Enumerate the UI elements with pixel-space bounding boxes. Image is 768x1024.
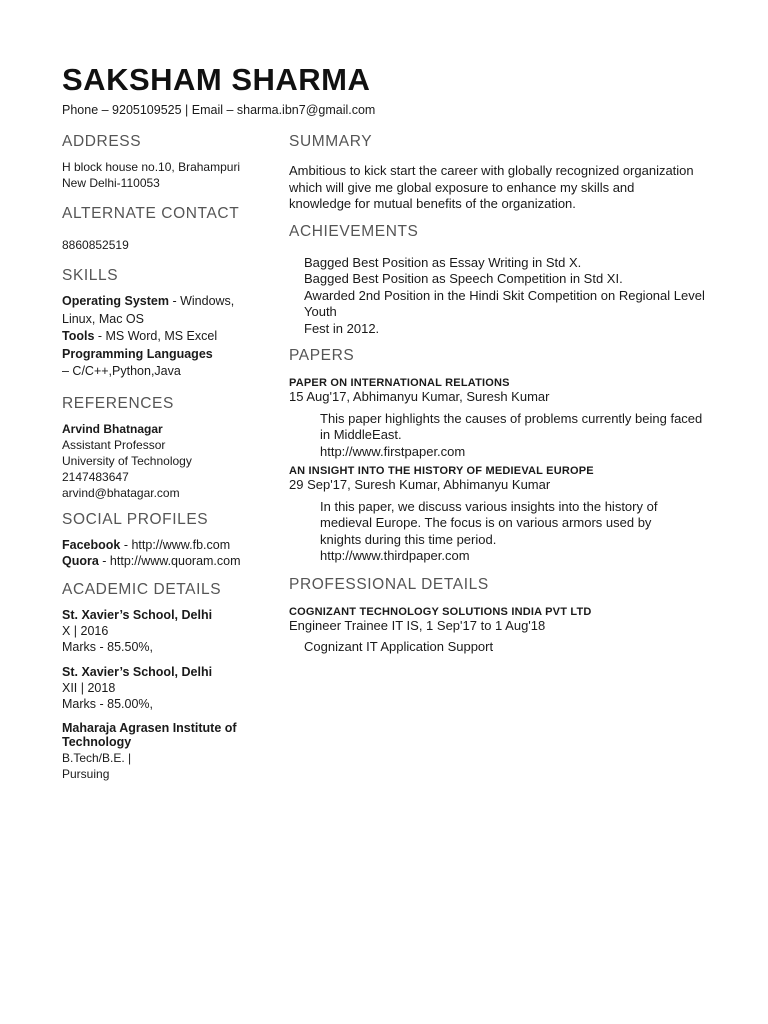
achievement-item: Fest in 2012. <box>304 320 380 336</box>
social-text <box>62 537 267 569</box>
academic-item <box>62 721 267 782</box>
quora-label: Quora <box>62 553 99 568</box>
os-value: - Windows, Linux, Mac OS <box>62 294 235 326</box>
professional-section <box>289 576 719 656</box>
quora-value: - http://www.quoram.com <box>98 553 241 568</box>
achievement-item: Awarded 2nd Position in the Hindi Skit Competition on Regional Level Youth <box>304 287 705 319</box>
skills-heading: SKILLS <box>62 267 119 284</box>
academic-section <box>62 581 267 782</box>
paper-meta: 15 Aug'17, Abhimanyu Kumar, Suresh Kumar <box>289 389 550 404</box>
achievement-item: Bagged Best Position as Essay Writing in Std X. <box>304 254 582 270</box>
academic-school: St. Xavier’s School, Delhi <box>62 664 213 679</box>
social-heading: SOCIAL PROFILES <box>62 510 209 528</box>
alternate-phone: 8860852519 <box>62 238 129 252</box>
summary-section <box>289 133 719 213</box>
paper-meta: 29 Sep'17, Suresh Kumar, Abhimanyu Kumar <box>289 477 551 492</box>
job-desc: Cognizant IT Application Support <box>304 639 494 654</box>
academic-line-1: XII | 2018 <box>62 680 116 695</box>
paper-title: PAPER ON INTERNATIONAL RELATIONS <box>289 377 510 389</box>
tools-value: - MS Word, MS Excel <box>94 329 218 343</box>
achievements-list <box>289 255 719 338</box>
paper-url: http://www.thirdpaper.com <box>320 548 470 563</box>
facebook-value: - http://www.fb.com <box>120 537 231 552</box>
summary-heading: SUMMARY <box>289 133 373 150</box>
right-column <box>289 133 719 656</box>
academic-school: St. Xavier’s School, Delhi <box>62 607 213 622</box>
papers-heading: PAPERS <box>289 347 355 364</box>
reference-entry <box>62 421 267 501</box>
skills-text <box>62 293 267 381</box>
prog-value: – C/C++,Python,Java <box>62 364 181 378</box>
references-section <box>62 395 267 501</box>
prog-label: Programming Languages <box>62 346 213 361</box>
academic-line-2: Marks - 85.50%, <box>62 639 154 654</box>
reference-email: arvind@bhatagar.com <box>62 485 180 500</box>
paper-desc: In this paper, we discuss various insights into the history of medieval Europe. The focus is on various armors used by knights during this time period. <box>320 498 658 547</box>
achievements-heading: ACHIEVEMENTS <box>289 222 419 240</box>
achievement-item: Bagged Best Position as Speech Competition in Std XI. <box>304 271 623 286</box>
achievements-section <box>289 223 719 338</box>
alternate-contact-section <box>62 205 267 253</box>
academic-line-1: X | 2016 <box>62 623 109 638</box>
job-role: Engineer Trainee IT IS, 1 Sep'17 to 1 Aug'18 <box>289 617 546 633</box>
academic-item <box>62 664 267 712</box>
professional-heading: PROFESSIONAL DETAILS <box>289 575 489 593</box>
paper-title: AN INSIGHT INTO THE HISTORY OF MEDIEVAL EUROPE <box>289 465 594 477</box>
candidate-name: SAKSHAM SHARMA <box>62 62 371 97</box>
reference-role: Assistant Professor <box>62 437 166 452</box>
academic-item <box>62 607 267 655</box>
left-column <box>62 133 267 782</box>
social-section <box>62 511 267 569</box>
paper-desc: This paper highlights the causes of problems currently being faced in MiddleEast. <box>320 410 703 442</box>
address-text <box>62 159 267 191</box>
os-label: Operating System <box>62 294 169 308</box>
paper-item <box>289 377 719 460</box>
skills-section <box>62 267 267 381</box>
tools-label: Tools <box>62 329 95 343</box>
references-heading: REFERENCES <box>62 394 174 412</box>
academic-heading: ACADEMIC DETAILS <box>62 580 222 598</box>
academic-school: Maharaja Agrasen Institute of Technology <box>62 720 237 749</box>
academic-line-1: B.Tech/B.E. | <box>62 750 132 765</box>
paper-item <box>289 465 719 565</box>
address-heading: ADDRESS <box>62 133 142 150</box>
academic-line-2: Marks - 85.00%, <box>62 696 154 711</box>
address-line-1: H block house no.10, Brahampuri <box>62 160 241 174</box>
address-section <box>62 133 267 191</box>
reference-org: University of Technology <box>62 453 192 468</box>
contact-line: Phone – 9205109525 | Email – sharma.ibn7@gmail.com <box>62 103 376 117</box>
company-name: COGNIZANT TECHNOLOGY SOLUTIONS INDIA PVT LTD <box>289 605 592 618</box>
summary-text: Ambitious to kick start the career with globally recognized organization which will give me global exposure to enhance my skills and knowledge for mutual benefits of the organization. <box>289 163 694 211</box>
facebook-label: Facebook <box>62 537 121 552</box>
academic-line-2: Pursuing <box>62 766 110 781</box>
address-line-2: New Delhi-110053 <box>62 176 160 190</box>
reference-name: Arvind Bhatnagar <box>62 421 163 436</box>
alternate-contact-heading: ALTERNATE CONTACT <box>62 205 240 222</box>
papers-section <box>289 347 719 565</box>
reference-phone: 2147483647 <box>62 469 129 484</box>
paper-url: http://www.firstpaper.com <box>320 443 466 459</box>
